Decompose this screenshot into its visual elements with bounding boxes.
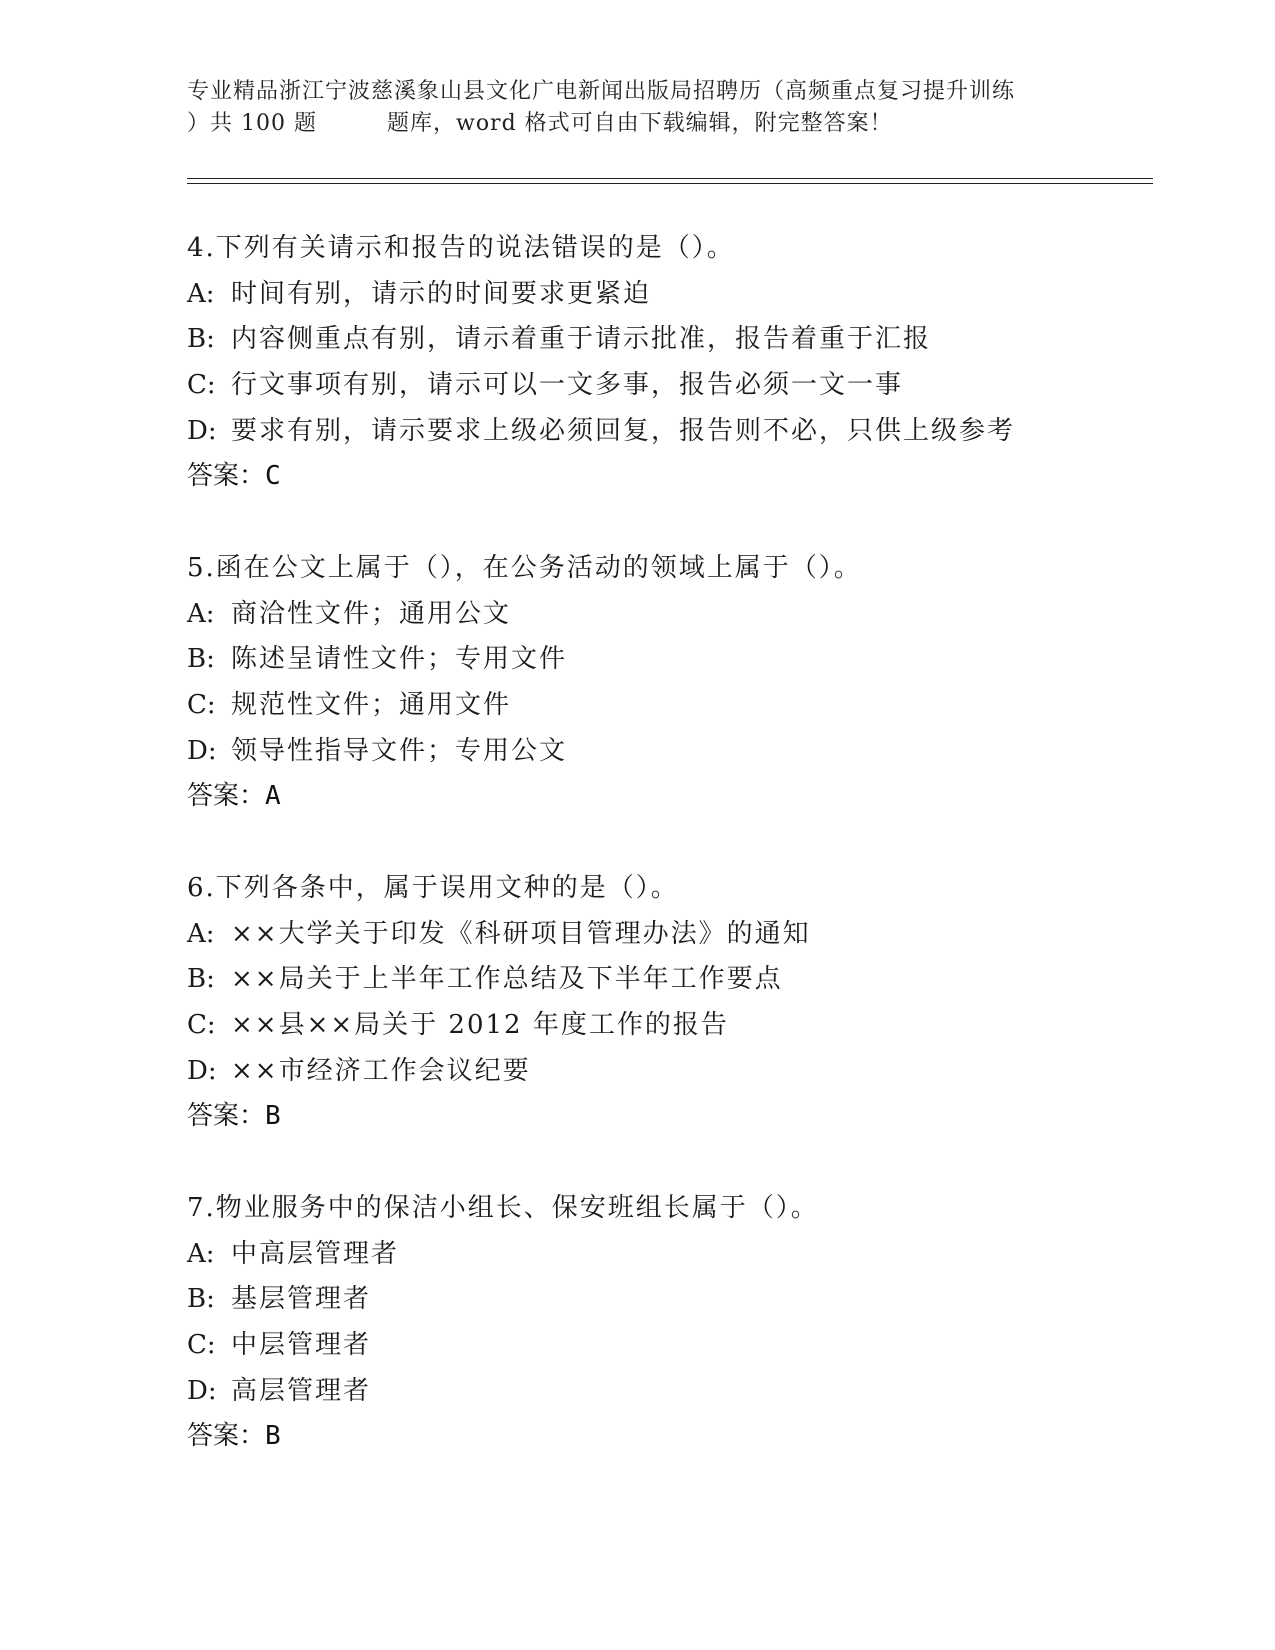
option-d [187, 1369, 1147, 1415]
question-stem: 6.下列各条中，属于误用文种的是（）。 [187, 873, 679, 903]
answer-value: B [265, 1421, 281, 1452]
option-text: 中高层管理者 [231, 1238, 400, 1269]
option-text: 行文事项有别，请示可以一文多事，报告必须一文一事 [231, 370, 904, 401]
option-b [187, 957, 1147, 1003]
answer-label: 答案： [187, 781, 266, 812]
header-divider-top [187, 178, 1153, 179]
option-letter: C: [187, 690, 216, 721]
answer-label: 答案： [187, 1101, 266, 1132]
option-letter: B: [187, 964, 215, 995]
option-letter: D: [187, 415, 217, 446]
option-c [187, 1323, 1147, 1369]
question-stem: 4.下列有关请示和报告的说法错误的是（）。 [187, 233, 735, 263]
option-text: 基层管理者 [231, 1284, 372, 1315]
option-letter: A: [187, 1238, 215, 1269]
option-d [187, 729, 1147, 775]
question-block [187, 546, 1147, 820]
question-block [187, 226, 1147, 500]
option-letter: A: [187, 598, 215, 629]
option-letter: C: [187, 1330, 216, 1361]
option-text: 中层管理者 [231, 1330, 372, 1361]
option-c [187, 363, 1147, 409]
option-text: ××市经济工作会议纪要 [231, 1055, 531, 1086]
option-c [187, 1003, 1147, 1049]
option-letter: D: [187, 1055, 217, 1086]
option-text: ××大学关于印发《科研项目管理办法》的通知 [231, 918, 811, 949]
option-letter: B: [187, 1284, 215, 1315]
option-text: 时间有别，请示的时间要求更紧迫 [231, 278, 652, 309]
header-description: 题库，word 格式可自由下载编辑，附完整答案！ [386, 111, 893, 136]
option-letter: C: [187, 370, 216, 401]
option-a [187, 592, 1147, 638]
option-text: 陈述呈请性文件；专用文件 [231, 644, 568, 675]
option-text: 要求有别，请示要求上级必须回复，报告则不必，只供上级参考 [231, 415, 1016, 446]
option-a [187, 272, 1147, 318]
option-c [187, 683, 1147, 729]
option-letter: A: [187, 918, 215, 949]
option-text: ××县××局关于 2012 年度工作的报告 [231, 1010, 729, 1041]
answer-line [187, 774, 1147, 820]
question-block [187, 866, 1147, 1140]
answer-line [187, 454, 1147, 500]
question-block [187, 1186, 1147, 1460]
option-d [187, 1049, 1147, 1095]
header-line-2 [187, 108, 1107, 140]
option-text: 商洽性文件；通用公文 [231, 598, 512, 629]
header-question-count: ）共 100 题 [187, 111, 317, 136]
answer-value: B [265, 1101, 281, 1132]
option-text: 规范性文件；通用文件 [231, 690, 512, 721]
header-divider-bottom [187, 183, 1153, 184]
option-a [187, 1232, 1147, 1278]
option-b [187, 637, 1147, 683]
header-line-1: 专业精品浙江宁波慈溪象山县文化广电新闻出版局招聘历（高频重点复习提升训练 [187, 79, 1016, 104]
option-letter: C: [187, 1010, 216, 1041]
question-stem: 5.函在公文上属于（），在公务活动的领域上属于（）。 [187, 553, 862, 583]
answer-line [187, 1094, 1147, 1140]
option-d [187, 409, 1147, 455]
document-header [187, 76, 1107, 140]
option-b [187, 1277, 1147, 1323]
answer-value: C [265, 461, 281, 492]
option-text: 内容侧重点有别，请示着重于请示批准，报告着重于汇报 [231, 324, 932, 355]
option-letter: D: [187, 1375, 217, 1406]
option-letter: B: [187, 644, 215, 675]
answer-value: A [265, 781, 281, 812]
option-b [187, 317, 1147, 363]
option-letter: B: [187, 324, 215, 355]
answer-label: 答案： [187, 1421, 266, 1452]
option-letter: A: [187, 278, 215, 309]
option-text: 高层管理者 [231, 1375, 372, 1406]
option-text: ××局关于上半年工作总结及下半年工作要点 [231, 964, 783, 995]
answer-label: 答案： [187, 461, 266, 492]
question-stem: 7.物业服务中的保洁小组长、保安班组长属于（）。 [187, 1193, 819, 1223]
option-letter: D: [187, 735, 217, 766]
option-a [187, 912, 1147, 958]
option-text: 领导性指导文件；专用公文 [231, 735, 568, 766]
answer-line [187, 1414, 1147, 1460]
